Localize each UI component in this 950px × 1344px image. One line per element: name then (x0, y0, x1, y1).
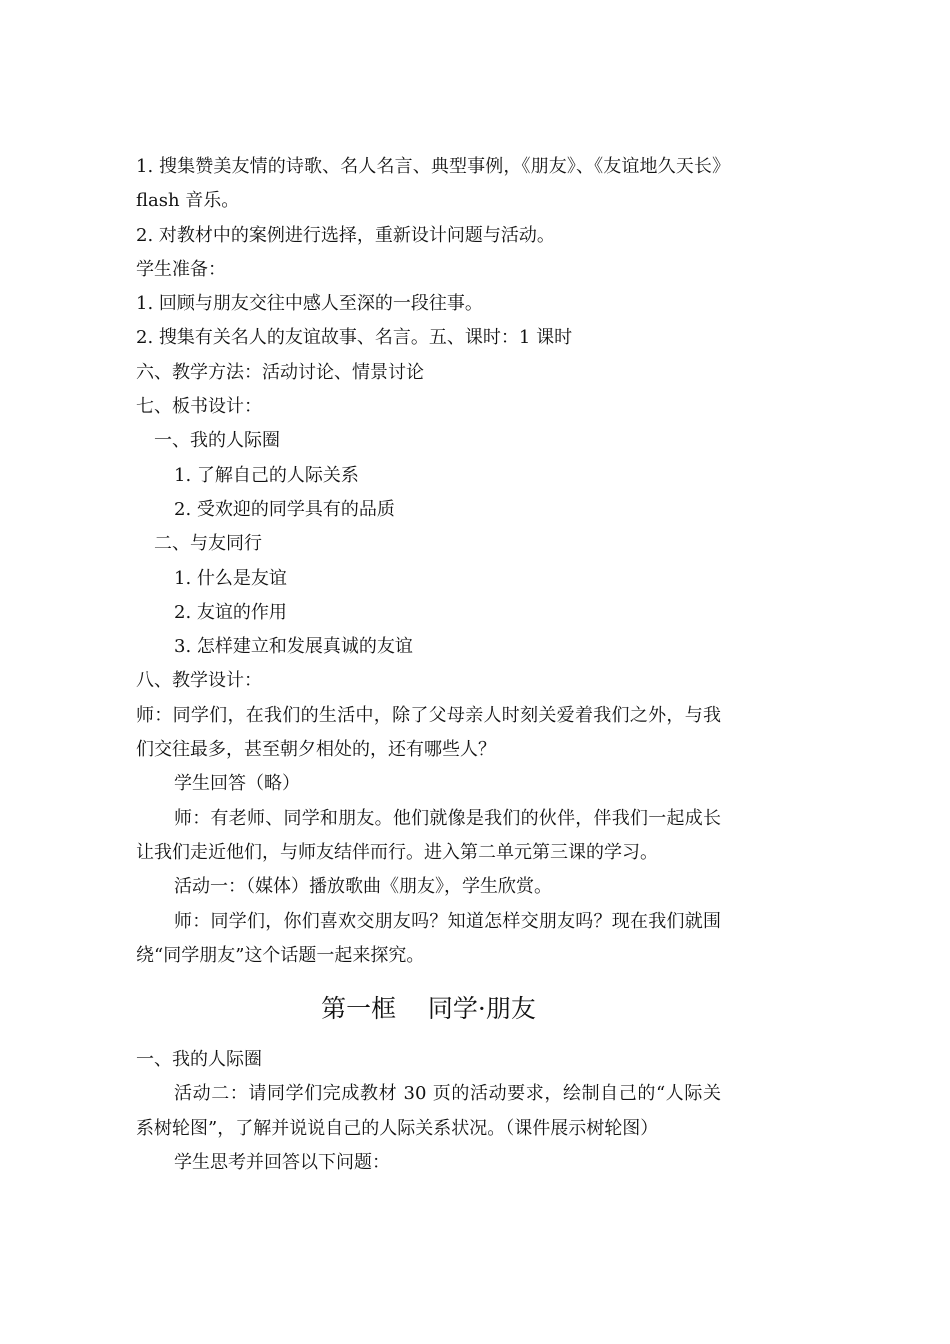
teacher-prep-item-1: 1. 搜集赞美友情的诗歌、名人名言、典型事例，《朋友》、《友谊地久天长》flash 音乐。 (136, 156, 721, 212)
student-prep-title: 学生准备： (136, 258, 226, 280)
teaching-design-title: 八、教学设计： (136, 670, 262, 692)
teacher-prep-item-2: 2. 对教材中的案例进行选择，重新设计问题与活动。 (136, 224, 555, 246)
teacher-question-paragraph: 师：同学们，你们喜欢交朋友吗？知道怎样交朋友吗？现在我们就围绕“同学朋友”这个话题一起来探究。 (136, 910, 721, 966)
frame-heading: 第一框 同学·朋友 (321, 994, 536, 1024)
teaching-methods: 六、教学方法：活动讨论、情景讨论 (136, 361, 424, 383)
document-page (136, 150, 721, 1180)
teacher-intro-paragraph: 师：同学们，在我们的生活中，除了父母亲人时刻关爱着我们之外，与我们交往最多，甚至朝夕相处的，还有哪些人？ (136, 704, 721, 761)
board-outline-item: 2. 受欢迎的同学具有的品质 (174, 498, 395, 520)
board-outline-item: 一、我的人际圈 (154, 430, 280, 452)
board-outline-item: 3. 怎样建立和发展真诚的友谊 (174, 636, 413, 658)
activity-two-paragraph: 活动二：请同学们完成教材 30 页的活动要求，绘制自己的“人际关系树轮图”，了解并说说自己的人际关系状况。（课件展示树轮图） (136, 1083, 721, 1139)
activity-one: 活动一：（媒体）播放歌曲《朋友》，学生欣赏。 (174, 876, 552, 898)
student-answer: 学生回答（略） (174, 773, 300, 795)
board-design-outline (136, 424, 721, 664)
teacher-reply-paragraph: 师：有老师、同学和朋友。他们就像是我们的伙伴，伴我们一起成长让我们走近他们，与师友结伴而行。进入第二单元第三课的学习。 (136, 807, 721, 863)
board-outline-item: 2. 友谊的作用 (174, 601, 287, 623)
board-outline-item: 二、与友同行 (154, 533, 262, 555)
student-prep-item-2: 2. 搜集有关名人的友谊故事、名言。五、课时：1 课时 (136, 327, 573, 349)
student-prep-item-1: 1. 回顾与朋友交往中感人至深的一段往事。 (136, 293, 483, 315)
board-outline-item: 1. 什么是友谊 (174, 567, 287, 589)
board-design-title: 七、板书设计： (136, 396, 262, 418)
think-prompt: 学生思考并回答以下问题： (174, 1152, 390, 1174)
board-outline-item: 1. 了解自己的人际关系 (174, 464, 359, 486)
section-one-title: 一、我的人际圈 (136, 1049, 262, 1071)
